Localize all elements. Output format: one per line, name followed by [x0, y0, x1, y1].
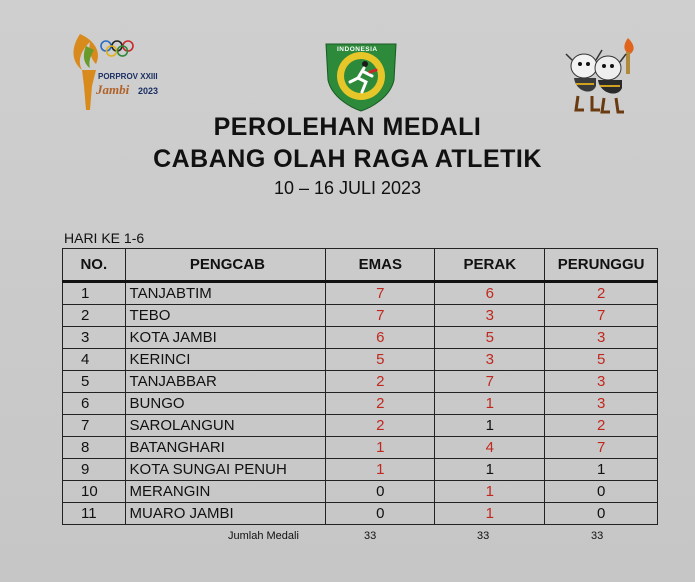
cell-perunggu: 2	[545, 282, 658, 305]
cell-perunggu: 3	[545, 371, 658, 393]
cell-perak: 6	[435, 282, 545, 305]
col-header-emas: EMAS	[326, 249, 435, 282]
col-header-perak: PERAK	[435, 249, 545, 282]
cell-name: TANJABTIM	[125, 282, 326, 305]
cell-perak: 1	[435, 481, 545, 503]
table-row	[63, 503, 658, 525]
cell-emas: 5	[326, 349, 435, 371]
cell-name: KOTA SUNGAI PENUH	[125, 459, 326, 481]
cell-name: BATANGHARI	[125, 437, 326, 459]
total-emas: 33	[364, 530, 377, 542]
table-row	[63, 393, 658, 415]
col-header-pengcab: PENGCAB	[125, 249, 326, 282]
cell-perunggu: 0	[545, 503, 658, 525]
cell-perak: 3	[435, 349, 545, 371]
table-row	[63, 327, 658, 349]
cell-name: MUARO JAMBI	[125, 503, 326, 525]
cell-perunggu: 0	[545, 481, 658, 503]
cell-no: 2	[63, 305, 126, 327]
table-row	[63, 371, 658, 393]
cell-perak: 1	[435, 459, 545, 481]
table-row	[63, 481, 658, 503]
day-range-label: HARI KE 1-6	[64, 230, 145, 246]
cell-emas: 7	[326, 282, 435, 305]
cell-name: KERINCI	[125, 349, 326, 371]
cell-no: 8	[63, 437, 126, 459]
cell-perunggu: 5	[545, 349, 658, 371]
cell-emas: 1	[326, 437, 435, 459]
cell-no: 4	[63, 349, 126, 371]
cell-no: 5	[63, 371, 126, 393]
table-row	[63, 459, 658, 481]
total-perak: 33	[477, 530, 490, 542]
cell-perak: 1	[435, 393, 545, 415]
cell-name: MERANGIN	[125, 481, 326, 503]
cell-name: TANJABBAR	[125, 371, 326, 393]
mascot-pair-icon	[562, 36, 644, 116]
cell-no: 6	[63, 393, 126, 415]
report-title-line1: PEROLEHAN MEDALI	[213, 113, 482, 141]
totals-label: Jumlah Medali	[228, 530, 299, 542]
cell-perak: 1	[435, 415, 545, 437]
col-header-no: NO.	[63, 249, 126, 282]
cell-no: 7	[63, 415, 126, 437]
table-row	[63, 349, 658, 371]
mascot-logo	[562, 36, 644, 116]
cell-perunggu: 2	[545, 415, 658, 437]
pasi-logo	[320, 36, 402, 112]
cell-emas: 0	[326, 503, 435, 525]
cell-perak: 1	[435, 503, 545, 525]
table-body	[63, 282, 658, 525]
cell-no: 11	[63, 503, 126, 525]
cell-emas: 7	[326, 305, 435, 327]
cell-perunggu: 7	[545, 437, 658, 459]
cell-emas: 1	[326, 459, 435, 481]
cell-perak: 3	[435, 305, 545, 327]
cell-perak: 4	[435, 437, 545, 459]
table-row	[63, 437, 658, 459]
total-perunggu: 33	[591, 530, 604, 542]
cell-perak: 7	[435, 371, 545, 393]
cell-no: 10	[63, 481, 126, 503]
cell-name: TEBO	[125, 305, 326, 327]
porprov-line2: Jambi	[96, 82, 130, 97]
report-title-line2: CABANG OLAH RAGA ATLETIK	[153, 145, 542, 173]
medal-table	[62, 248, 658, 525]
cell-perunggu: 1	[545, 459, 658, 481]
cell-emas: 2	[326, 415, 435, 437]
col-header-perunggu: PERUNGGU	[545, 249, 658, 282]
cell-name: KOTA JAMBI	[125, 327, 326, 349]
torch-logo-icon	[62, 26, 174, 116]
cell-no: 1	[63, 282, 126, 305]
cell-perak: 5	[435, 327, 545, 349]
cell-perunggu: 3	[545, 393, 658, 415]
cell-no: 9	[63, 459, 126, 481]
report-dates: 10 – 16 JULI 2023	[273, 178, 422, 198]
porprov-logo	[62, 26, 174, 116]
table-row	[63, 282, 658, 305]
porprov-line1: PORPROV XXIII	[98, 72, 158, 81]
table-row	[63, 305, 658, 327]
cell-emas: 2	[326, 371, 435, 393]
porprov-line3: 2023	[138, 86, 159, 96]
table-row	[63, 415, 658, 437]
cell-emas: 0	[326, 481, 435, 503]
cell-perunggu: 3	[545, 327, 658, 349]
cell-name: BUNGO	[125, 393, 326, 415]
table-header-row	[63, 249, 658, 282]
cell-emas: 6	[326, 327, 435, 349]
pasi-top-text: INDONESIA	[337, 46, 378, 53]
cell-emas: 2	[326, 393, 435, 415]
cell-perunggu: 7	[545, 305, 658, 327]
cell-no: 3	[63, 327, 126, 349]
cell-name: SAROLANGUN	[125, 415, 326, 437]
